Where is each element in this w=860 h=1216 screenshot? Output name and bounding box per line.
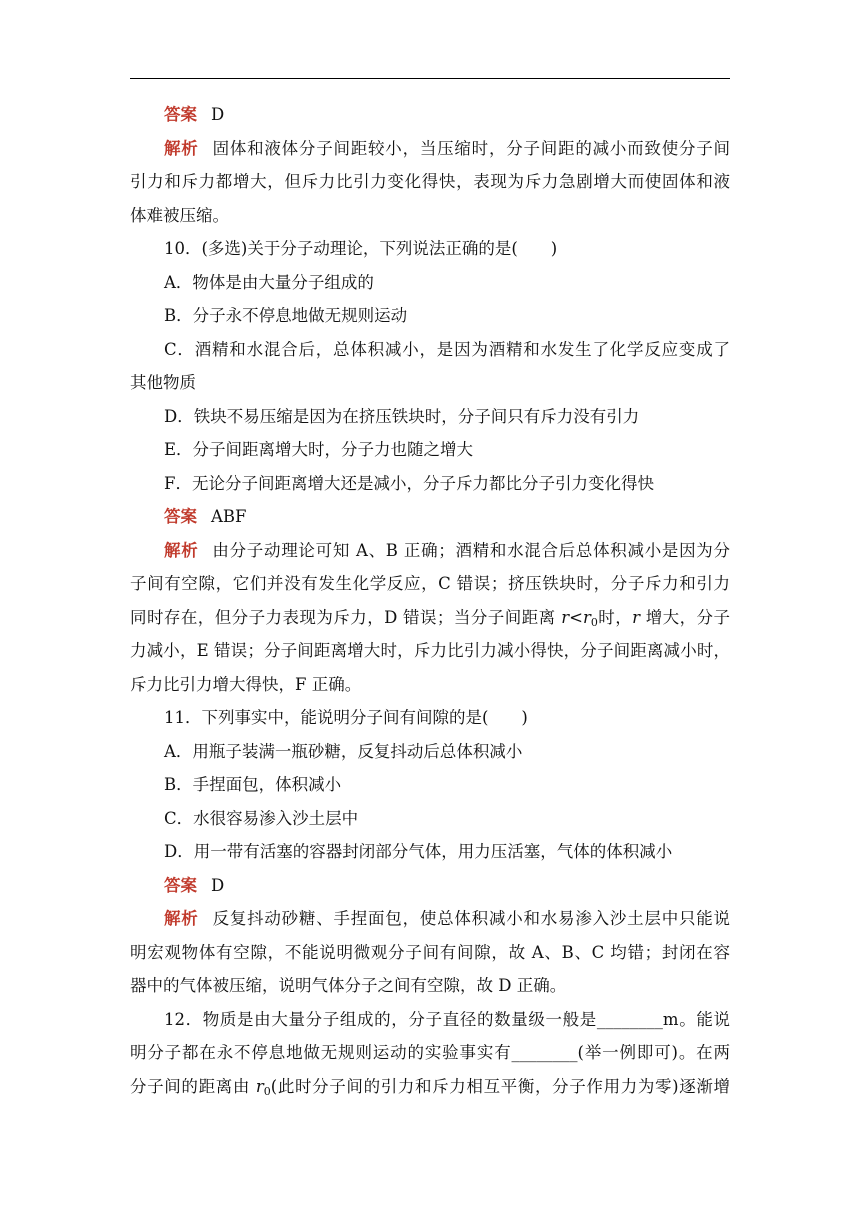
document-body	[130, 98, 730, 1103]
q11-answer: D	[211, 875, 225, 895]
analysis-label: 解析	[164, 540, 199, 560]
q11-analysis-line-1: 解析 反复抖动砂糖、手捏面包，使总体积减小和水易渗入沙土层中只能说	[164, 909, 731, 928]
header-rule	[130, 78, 730, 79]
answer-label: 答案	[164, 507, 197, 526]
q10-option-d: D．铁块不易压缩是因为在挤压铁块时，分子间只有斥力没有引力	[164, 406, 640, 426]
q9-analysis-line-3: 体难被压缩。	[130, 205, 229, 225]
q10-option-e: E．分子间距离增大时，分子力也随之增大	[164, 440, 474, 459]
q11-answer-line	[130, 869, 730, 903]
answer-label: 答案	[164, 105, 197, 124]
q11-option-b: B．手捏面包，体积减小	[164, 775, 342, 794]
q11-option-a: A．用瓶子装满一瓶砂糖，反复抖动后总体积减小	[164, 741, 523, 761]
q10-answer-line	[130, 500, 730, 534]
q10-option-c-cont: 其他物质	[130, 373, 196, 392]
q11-stem: 11．下列事实中，能说明分子间有间隙的是( )	[164, 708, 528, 727]
q10-analysis-line-4: 力减小，E 错误；分子间距离增大时，斥力比引力减小得快，分子间距离减小时，	[130, 641, 730, 660]
q10-option-b: B．分子永不停息地做无规则运动	[164, 306, 408, 325]
answer-label: 答案	[164, 875, 197, 895]
q10-analysis-line-1: 解析 由分子动理论可知 A、B 正确；酒精和水混合后总体积减小是因为分	[164, 540, 731, 560]
q11-analysis-line-2: 明宏观物体有空隙，不能说明微观分子间有间隙，故 A、B、C 均错；封闭在容	[130, 942, 730, 962]
q11-option-c: C．水很容易渗入沙土层中	[164, 808, 359, 828]
analysis-label: 解析	[164, 909, 199, 928]
q9-answer: D	[211, 105, 225, 124]
q11-option-d: D．用一带有活塞的容器封闭部分气体，用力压活塞，气体的体积减小	[164, 842, 673, 861]
q10-stem: 10．(多选)关于分子动理论，下列说法正确的是( )	[164, 239, 558, 258]
q10-analysis-line-5: 斥力比引力增大得快，F 正确。	[130, 674, 362, 694]
q10-analysis-line-3: 同时存在，但分子力表现为斥力，D 错误；当分子间距离 $r<r_0$时，r 增大，分子	[130, 607, 731, 629]
q12-line-3: 分子间的距离由 $r_0$(此时分子间的引力和斥力相互平衡，分子作用力为零)逐渐增	[130, 1076, 731, 1098]
q12-line-1: 12．物质是由大量分子组成的，分子直径的数量级一般是________m。能说	[164, 1009, 730, 1029]
q10-option-f: F．无论分子间距离增大还是减小，分子斥力都比分子引力变化得快	[164, 473, 654, 493]
q9-analysis-line-2: 引力和斥力都增大，但斥力比引力变化得快，表现为斥力急剧增大而使固体和液	[130, 172, 730, 191]
analysis-label: 解析	[164, 138, 199, 158]
q10-answer: ABF	[211, 507, 247, 526]
q10-option-a: A．物体是由大量分子组成的	[164, 272, 374, 292]
q10-option-c: C．酒精和水混合后，总体积减小，是因为酒精和水发生了化学反应变成了	[164, 339, 730, 359]
q9-answer-line	[130, 98, 730, 132]
q11-analysis-line-3: 器中的气体被压缩，说明气体分子之间有空隙，故 D 正确。	[130, 976, 567, 995]
q10-analysis-line-2: 子间有空隙，它们并没有发生化学反应，C 错误；挤压铁块时，分子斥力和引力	[130, 574, 730, 593]
q9-analysis-line-1: 解析 固体和液体分子间距较小，当压缩时，分子间距的减小而致使分子间	[164, 138, 731, 158]
q12-line-2: 明分子都在永不停息地做无规则运动的实验事实有________(举一例即可)。在两	[130, 1043, 730, 1062]
